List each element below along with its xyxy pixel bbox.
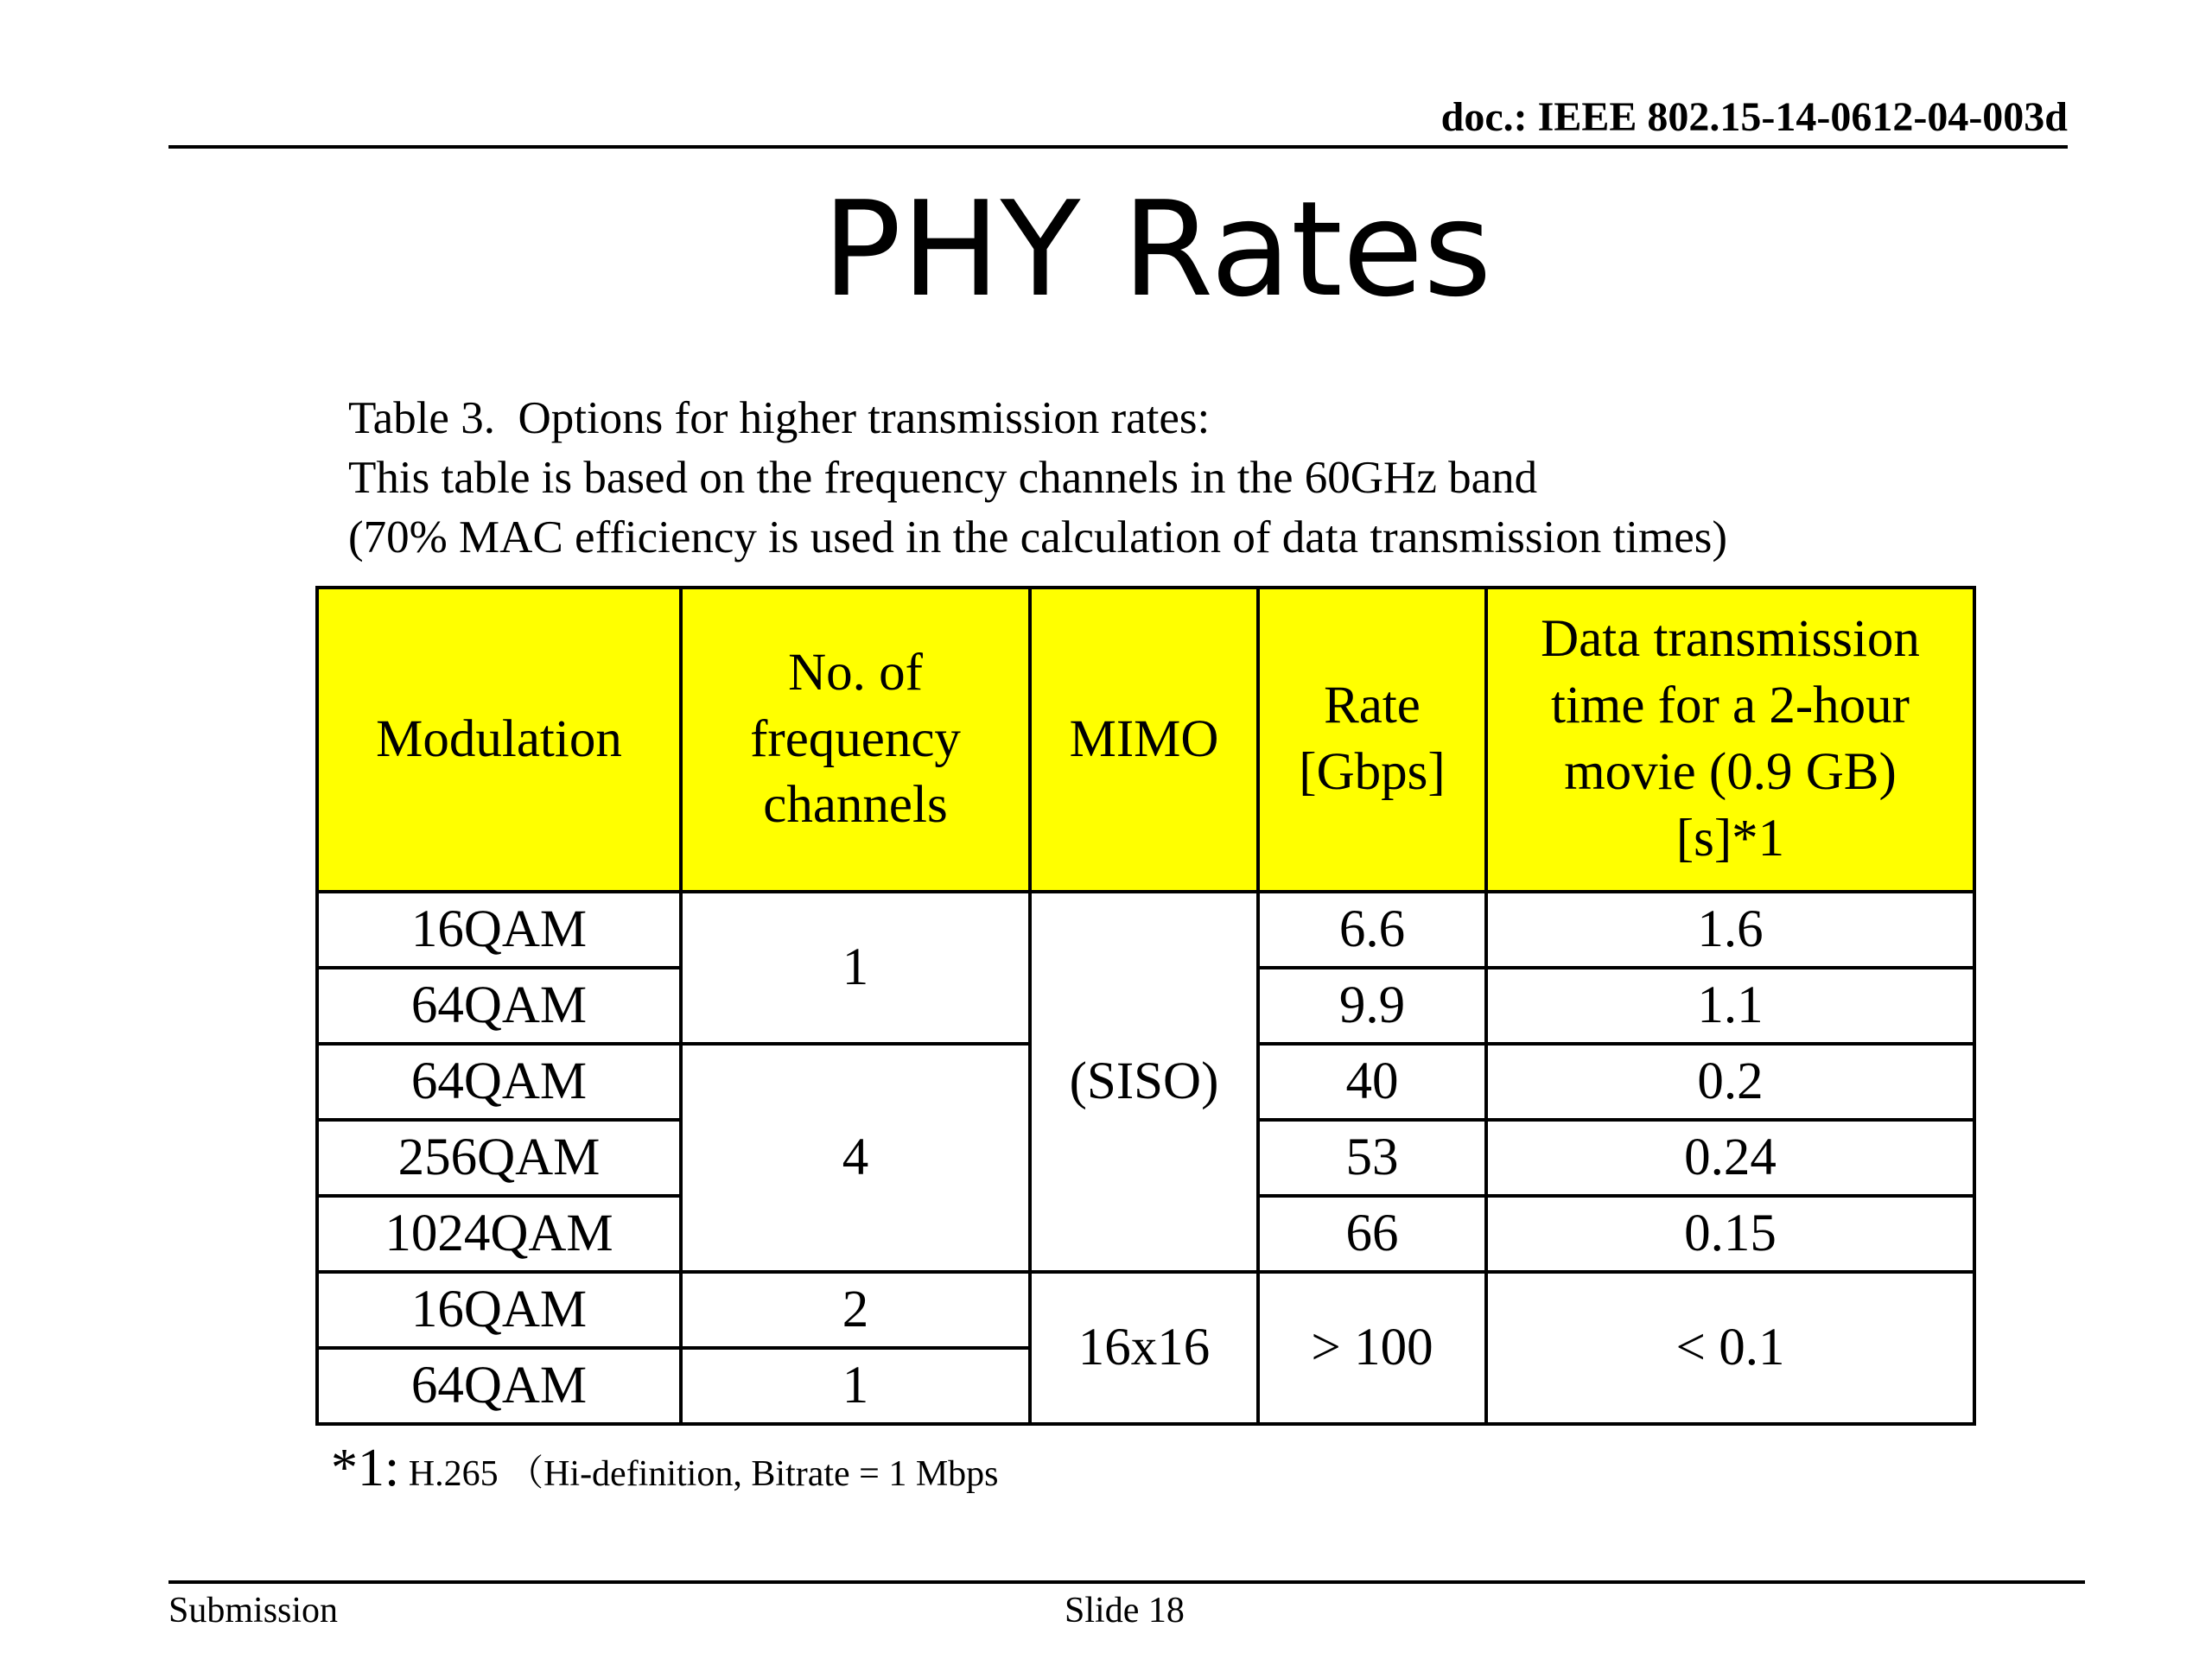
document-id: doc.: IEEE 802.15-14-0612-04-003d [1440, 94, 2068, 140]
cell-time: < 0.1 [1486, 1272, 1974, 1424]
footnote [331, 1441, 999, 1495]
cell-rate: 53 [1258, 1120, 1486, 1196]
cell-time: 1.1 [1486, 968, 1974, 1044]
header-frequency-channels: No. of frequency channels [681, 588, 1030, 892]
cell-channels: 1 [681, 892, 1030, 1044]
cell-modulation: 16QAM [317, 892, 681, 968]
header-modulation: Modulation [317, 588, 681, 892]
cell-time: 0.2 [1486, 1044, 1974, 1120]
header-mimo: MIMO [1030, 588, 1258, 892]
cell-modulation: 64QAM [317, 1044, 681, 1120]
slide-title: PHY Rates [822, 173, 1492, 326]
cell-time: 0.24 [1486, 1120, 1974, 1196]
table-header-row [317, 588, 1974, 892]
cell-rate: 40 [1258, 1044, 1486, 1120]
cell-time: 0.15 [1486, 1196, 1974, 1272]
cell-modulation: 64QAM [317, 968, 681, 1044]
cell-rate: > 100 [1258, 1272, 1486, 1424]
caption-line-1: Table 3. Options for higher transmission rates: [348, 393, 1211, 443]
table-row [317, 1272, 1974, 1348]
footer-slide-number: Slide 18 [1065, 1591, 1185, 1630]
cell-modulation: 1024QAM [317, 1196, 681, 1272]
cell-channels: 4 [681, 1044, 1030, 1272]
phy-rates-table [315, 586, 1976, 1426]
footnote-text: H.265 （Hi-definition, Bitrate = 1 Mbps [399, 1454, 999, 1494]
cell-rate: 6.6 [1258, 892, 1486, 968]
cell-rate: 66 [1258, 1196, 1486, 1272]
table-caption [348, 389, 1727, 568]
table-row [317, 892, 1974, 968]
cell-mimo: 16x16 [1030, 1272, 1258, 1424]
cell-time: 1.6 [1486, 892, 1974, 968]
cell-modulation: 256QAM [317, 1120, 681, 1196]
footer-divider [168, 1580, 2085, 1584]
header-divider [168, 145, 2068, 149]
cell-modulation: 64QAM [317, 1348, 681, 1424]
cell-rate: 9.9 [1258, 968, 1486, 1044]
cell-mimo: (SISO) [1030, 892, 1258, 1272]
header-transmission-time: Data transmission time for a 2-hour movie (0.9 GB) [s]*1 [1486, 588, 1974, 892]
cell-channels: 1 [681, 1348, 1030, 1424]
cell-modulation: 16QAM [317, 1272, 681, 1348]
footnote-mark: *1: [331, 1439, 400, 1497]
caption-line-2: This table is based on the frequency channels in the 60GHz band [348, 453, 1538, 503]
header-rate: Rate [Gbps] [1258, 588, 1486, 892]
footer-submission: Submission [168, 1591, 339, 1630]
caption-line-3: (70% MAC efficiency is used in the calculation of data transmission times) [348, 512, 1728, 563]
cell-channels: 2 [681, 1272, 1030, 1348]
